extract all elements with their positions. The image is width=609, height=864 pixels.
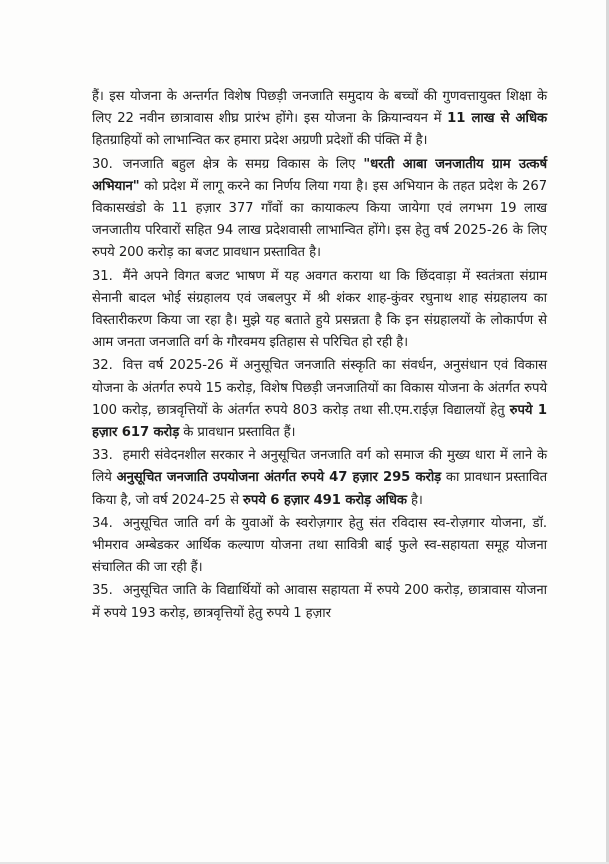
bold-text: "धरती आबा जनजातीय ग्राम उत्कर्ष अभियान" bbox=[92, 156, 547, 194]
paragraph-number: 33. bbox=[92, 448, 113, 464]
paragraph-number: 32. bbox=[92, 358, 113, 374]
paragraph-text: मैंने अपने विगत बजट भाषण में यह अवगत कराया था कि छिंदवाड़ा में स्वतंत्रता संग्राम सेनानी बादल भोई संग्रहालय एवं जबलपुर में श्री शंकर शाह-कुंवर रघुनाथ शाह संग्रहालय का विस्तारीकरण किया जा रहा है। मुझे यह बताते हुये प्रसन्नता है कि इन संग्रहालयों के लोकार्पण से आम जनता जनजाति वर्ग के गौरवमय इतिहास से परिचित हो रही है। bbox=[92, 268, 547, 351]
paragraph bbox=[92, 86, 547, 153]
paragraph-number: 30. bbox=[92, 156, 113, 172]
paragraph-text: का प्रावधान प्रस्तावित किया है, जो वर्ष 2024-25 से bbox=[92, 470, 547, 508]
paragraph-text: हितग्राहियों को लाभान्वित कर हमारा प्रदेश अग्रणी प्रदेशों की पंक्ति में है। bbox=[92, 133, 428, 149]
paragraph-text: अनुसूचित जाति के विद्यार्थियों को आवास सहायता में रुपये 200 करोड़, छात्रावास योजना में रुपये 193 करोड़, छात्रवृत्तियों हेतु रुपये 1 हज़ार bbox=[92, 583, 547, 621]
paragraph bbox=[92, 154, 547, 265]
paragraph bbox=[92, 580, 547, 624]
bold-text: रुपये 1 हज़ार 617 करोड़ bbox=[92, 402, 547, 441]
paragraph-text: को प्रदेश में लागू करने का निर्णय लिया गया है। इस अभियान के तहत प्रदेश के 267 विकासखंडो के 11 हज़ार 377 गाँवों का कायाकल्प किया जायेगा एवं लगभग 19 लाख जनजातीय परिवारों सहित 94 लाख प्रदेशवासी लाभान्वित होंगे। इस हेतु वर्ष 2025-26 के लिए रुपये 200 करोड़ का बजट प्रावधान प्रस्तावित है। bbox=[92, 178, 547, 261]
paragraph-text: हमारी संवेदनशील सरकार ने अनुसूचित जनजाति वर्ग को समाज की मुख्य धारा में लाने के लिये bbox=[92, 448, 547, 486]
paragraph bbox=[92, 445, 547, 512]
paragraph-text: वित्त वर्ष 2025-26 में अनुसूचित जनजाति संस्कृति का संवर्धन, अनुसंधान एवं विकास योजना के अंतर्गत रुपये 15 करोड़, विशेष पिछड़ी जनजातियों का विकास योजना के अंतर्गत रुपये 100 करोड़, छात्रवृत्तियों के अंतर्गत रुपये 803 करोड़ तथा सी.एम.राईज़ विद्यालयों हेतु bbox=[92, 358, 547, 418]
paragraph bbox=[92, 355, 547, 444]
paragraph-number: 35. bbox=[92, 583, 113, 599]
bold-text: अनुसूचित जनजाति उपयोजना अंतर्गत रुपये 47 हज़ार 295 करोड़ bbox=[116, 470, 442, 486]
paragraph-number: 31. bbox=[92, 268, 113, 284]
paragraph-number: 34. bbox=[92, 515, 113, 531]
bold-text: रुपये 6 हज़ार 491 करोड़ अधिक bbox=[243, 492, 407, 508]
paragraph bbox=[92, 513, 547, 580]
paragraph-text: के प्रावधान प्रस्तावित हैं। bbox=[179, 425, 296, 441]
paragraph-text: है। bbox=[406, 492, 423, 508]
bold-text: 11 लाख से अधिक bbox=[447, 111, 547, 127]
paragraph-text: हैं। इस योजना के अन्तर्गत विशेष पिछड़ी जनजाति समुदाय के बच्चों की गुणवत्तायुक्त शिक्षा के लिए 22 नवीन छात्रावास शीघ्र प्रारंभ होंगे। इस योजना के क्रियान्वयन में bbox=[92, 89, 547, 127]
paragraph bbox=[92, 266, 547, 355]
paragraph-text: जनजाति बहुल क्षेत्र के समग्र विकास के लिए bbox=[122, 156, 364, 172]
document-body bbox=[92, 86, 547, 625]
paragraph-text: अनुसूचित जाति वर्ग के युवाओं के स्वरोज़गार हेतु संत रविदास स्व-रोज़गार योजना, डॉ. भीमराव अम्बेडकर आर्थिक कल्याण योजना तथा सावित्री बाई फुले स्व-सहायता समूह योजना संचालित की जा रही हैं। bbox=[92, 515, 547, 576]
